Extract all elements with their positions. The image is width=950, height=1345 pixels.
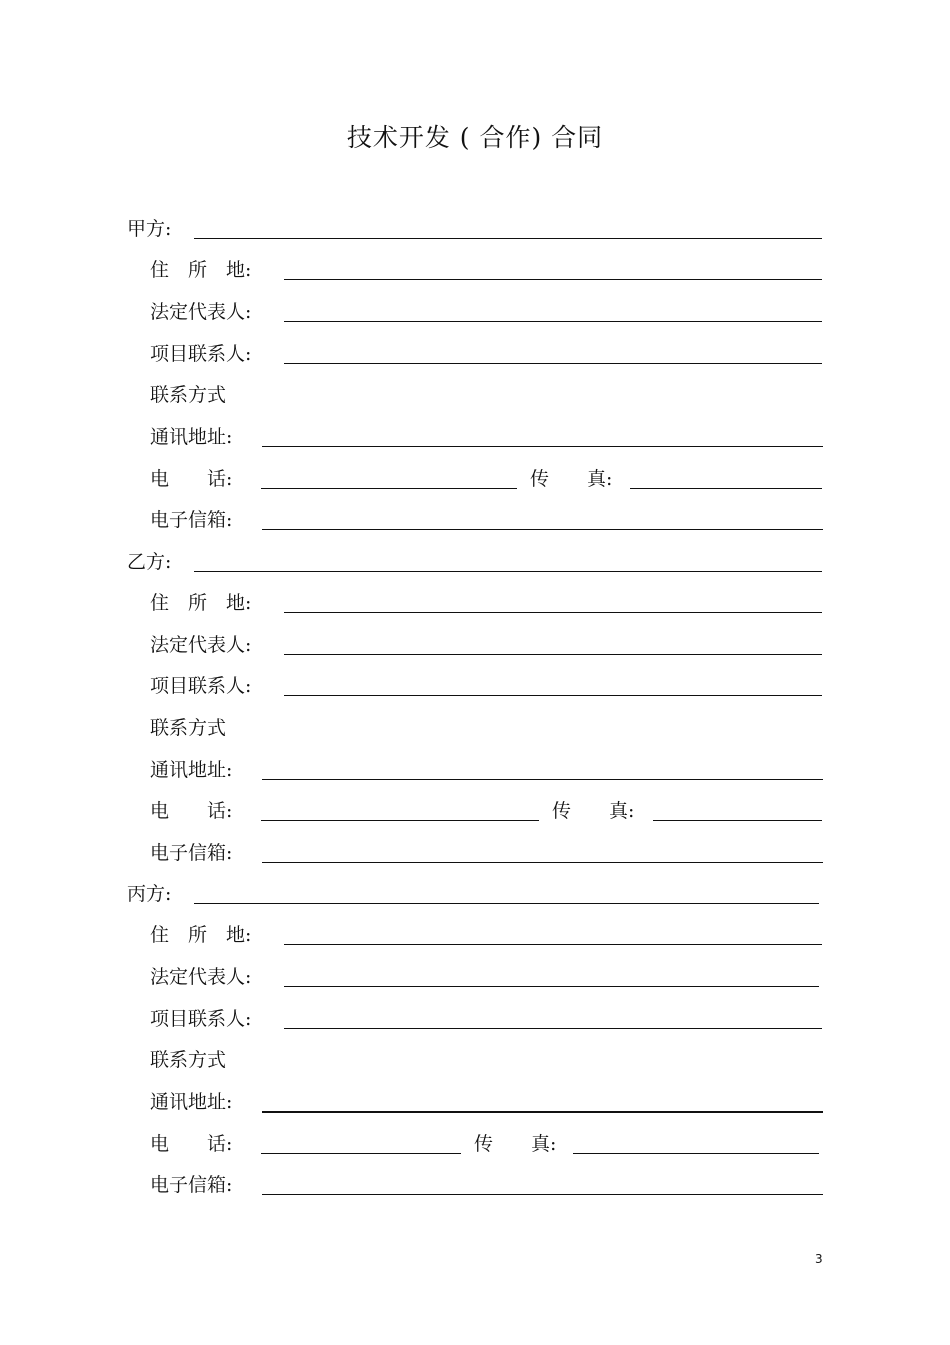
email-label: 电子信箱:	[150, 1174, 233, 1196]
party-c-field[interactable]	[194, 903, 819, 904]
party-b-label: 乙方:	[127, 551, 172, 573]
party-a-contact-field[interactable]	[284, 363, 822, 364]
party-c-mailing-field[interactable]	[262, 1111, 823, 1113]
party-a-legal-rep-field[interactable]	[284, 321, 822, 322]
party-a-contact-method-row	[0, 380, 950, 410]
party-a-mailing-row	[0, 422, 950, 452]
fax-label: 传 真:	[474, 1133, 557, 1155]
party-a-mailing-field[interactable]	[262, 446, 823, 447]
mailing-address-label: 通讯地址:	[150, 759, 233, 781]
party-c-fax-field[interactable]	[573, 1153, 819, 1154]
party-c-mailing-row	[0, 1087, 950, 1117]
mailing-address-label: 通讯地址:	[150, 1091, 233, 1113]
fax-label: 传 真:	[530, 468, 613, 490]
project-contact-label: 项目联系人:	[150, 1008, 252, 1030]
contact-method-label: 联系方式	[150, 384, 227, 406]
party-b-address-field[interactable]	[284, 612, 822, 613]
legal-rep-label: 法定代表人:	[150, 966, 252, 988]
phone-label: 电 话:	[150, 1133, 233, 1155]
party-c-email-row	[0, 1170, 950, 1200]
phone-label: 电 话:	[150, 468, 233, 490]
project-contact-label: 项目联系人:	[150, 675, 252, 697]
party-a-phone-field[interactable]	[261, 488, 517, 489]
party-c-contact-field[interactable]	[284, 1028, 822, 1029]
party-b-email-field[interactable]	[262, 862, 823, 863]
party-a-email-field[interactable]	[262, 529, 823, 530]
party-c-contact-row	[0, 1004, 950, 1034]
party-c-phone-fax-row	[0, 1129, 950, 1159]
party-a-address-field[interactable]	[284, 279, 822, 280]
party-c-label: 丙方:	[127, 883, 172, 905]
email-label: 电子信箱:	[150, 842, 233, 864]
party-a-contact-row	[0, 339, 950, 369]
address-label: 住 所 地:	[150, 924, 252, 946]
party-b-mailing-row	[0, 755, 950, 785]
party-a-row	[0, 214, 950, 244]
party-c-legal-rep-field[interactable]	[284, 986, 819, 987]
party-c-contact-method-row	[0, 1045, 950, 1075]
address-label: 住 所 地:	[150, 259, 252, 281]
party-b-phone-field[interactable]	[261, 820, 539, 821]
address-label: 住 所 地:	[150, 592, 252, 614]
party-c-phone-field[interactable]	[261, 1153, 461, 1154]
party-b-legal-rep-row	[0, 630, 950, 660]
document-title: 技术开发 ( 合作) 合同	[346, 123, 604, 152]
party-b-address-row	[0, 588, 950, 618]
party-a-email-row	[0, 505, 950, 535]
party-a-address-row	[0, 255, 950, 285]
mailing-address-label: 通讯地址:	[150, 426, 233, 448]
fax-label: 传 真:	[552, 800, 635, 822]
legal-rep-label: 法定代表人:	[150, 634, 252, 656]
project-contact-label: 项目联系人:	[150, 343, 252, 365]
party-a-field[interactable]	[194, 238, 822, 239]
email-label: 电子信箱:	[150, 509, 233, 531]
legal-rep-label: 法定代表人:	[150, 301, 252, 323]
party-b-contact-method-row	[0, 713, 950, 743]
party-c-address-row	[0, 920, 950, 950]
party-c-address-field[interactable]	[284, 944, 822, 945]
party-b-mailing-field[interactable]	[262, 779, 823, 780]
party-b-row	[0, 547, 950, 577]
party-b-contact-field[interactable]	[284, 695, 822, 696]
party-a-label: 甲方:	[127, 218, 172, 240]
party-c-legal-rep-row	[0, 962, 950, 992]
party-c-email-field[interactable]	[262, 1194, 823, 1195]
page-number: 3	[815, 1252, 823, 1266]
contact-method-label: 联系方式	[150, 717, 227, 739]
party-a-legal-rep-row	[0, 297, 950, 327]
party-b-field[interactable]	[194, 571, 822, 572]
party-c-row	[0, 879, 950, 909]
party-b-email-row	[0, 838, 950, 868]
party-b-phone-fax-row	[0, 796, 950, 826]
party-a-phone-fax-row	[0, 464, 950, 494]
phone-label: 电 话:	[150, 800, 233, 822]
party-b-fax-field[interactable]	[653, 820, 822, 821]
party-b-legal-rep-field[interactable]	[284, 654, 822, 655]
party-b-contact-row	[0, 671, 950, 701]
contact-method-label: 联系方式	[150, 1049, 227, 1071]
party-a-fax-field[interactable]	[630, 488, 822, 489]
